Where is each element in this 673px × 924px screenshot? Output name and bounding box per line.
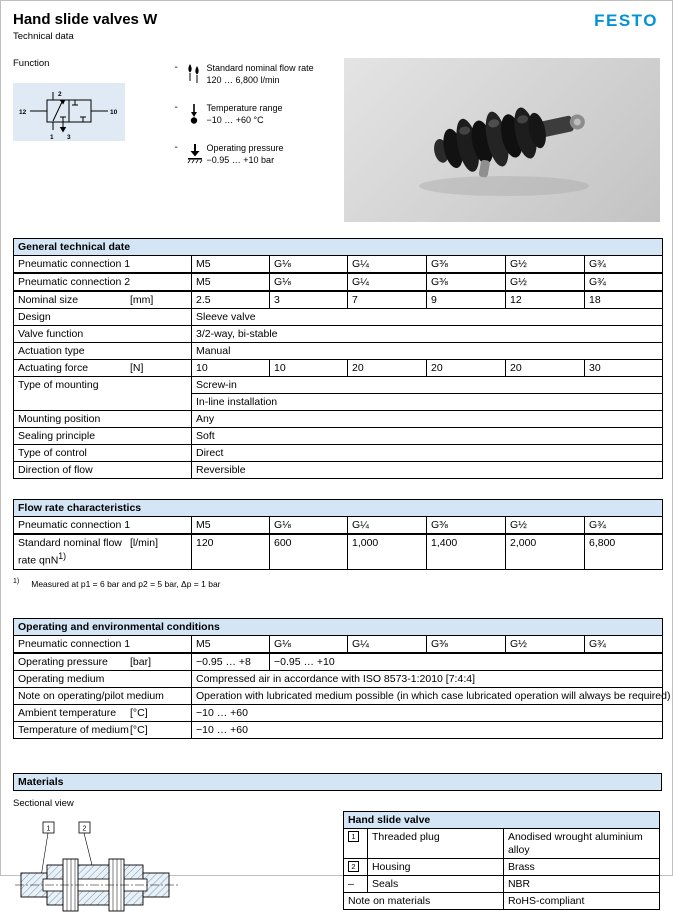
unit-label: [°C] [130,706,148,719]
feature-title: Operating pressure [206,143,284,153]
part-number: 1 [343,829,367,859]
materials-section [13,798,660,924]
connection-size: G½ [506,636,585,654]
table-row [14,445,663,462]
connection-size: M5 [192,636,270,654]
table-row [14,411,663,428]
table-row [14,343,663,360]
page-subtitle: Technical data [13,31,74,42]
table-row [14,360,663,377]
table-header-row [14,256,663,274]
cell-value: Soft [192,428,663,445]
connection-size: G¾ [585,256,663,274]
row-label: Pneumatic connection 1 [14,256,192,274]
row-label: Design [14,309,192,326]
cell-value: RoHS-compliant [503,893,659,910]
footnote-ref: 1) [58,550,67,561]
cell-value: 20 [506,360,585,377]
cell-value: 120 [192,534,270,569]
table-title-row [14,239,663,256]
part-material: Brass [503,859,659,876]
sectional-view-block [13,798,343,924]
unit-label: [°C] [130,723,148,736]
connection-size: G⅛ [270,256,348,274]
table-title-row [14,500,663,517]
table-row [343,876,659,893]
feature-text [207,62,314,86]
cell-value: G¾ [585,273,663,291]
table-title: Operating and environmental conditions [14,619,663,636]
table-row [14,671,663,688]
function-left [13,58,175,224]
table-row [14,428,663,445]
table-header-row [14,517,663,535]
dash: - [174,102,178,113]
row-label: Pneumatic connection 2 [14,273,192,291]
cell-value: Sleeve valve [192,309,663,326]
port-2-label: 2 [58,91,62,98]
feature-text [207,102,283,126]
unit-label: [l/min] [130,536,159,549]
pneumatic-symbol-box [13,83,125,141]
part-name: Housing [367,859,503,876]
cell-value: −0.95 … +8 [192,653,270,671]
dash: - [174,62,178,73]
port-1-label: 1 [50,134,54,141]
cell-value: −10 … +60 [192,705,663,722]
part-name: Seals [367,876,503,893]
cell-value: G¼ [348,273,427,291]
page-title: Hand slide valves W [13,11,158,28]
hand-slide-valve-image [344,58,660,222]
row-label: Pneumatic connection 1 [14,636,192,654]
cell-value: Screw-in [192,377,663,394]
temperature-icon [185,102,207,131]
table-row [14,688,663,705]
cell-value: 10 [270,360,348,377]
operating-conditions-table [13,618,671,739]
cell-value: 30 [585,360,663,377]
cell-value: G⅜ [427,273,506,291]
row-label: Actuating force [N] [14,360,192,377]
connection-size: M5 [192,256,270,274]
row-label: Valve function [14,326,192,343]
table-row [14,273,663,291]
row-label: Note on operating/pilot medium [14,688,192,705]
table-row [343,893,659,910]
feature-flow-rate [175,62,344,91]
connection-size: G½ [506,256,585,274]
table-title-row [343,812,659,829]
connection-size: G⅜ [427,636,506,654]
table-row [14,653,663,671]
flow-rate-icon [185,62,207,91]
connection-size: G¼ [348,517,427,535]
table-row [14,722,663,739]
feature-value: −10 … +60 °C [206,115,264,125]
table-row [14,705,663,722]
row-label: Type of mounting [14,377,192,411]
cell-value: In-line installation [192,394,663,411]
cell-value: 20 [348,360,427,377]
table-row [14,309,663,326]
festo-logo: FESTO [594,11,658,30]
cell-value: 12 [506,291,585,309]
row-label: Sealing principle [14,428,192,445]
cell-value: 2,000 [506,534,585,569]
cell-value: −10 … +60 [192,722,663,739]
part-number: – [343,876,367,893]
flow-rate-table [13,499,663,570]
table-row [343,859,659,876]
row-label: Nominal size [mm] [14,291,192,309]
row-label: Temperature of medium [°C] [14,722,192,739]
row-label: Operating pressure [bar] [14,653,192,671]
operating-pressure-icon [185,142,207,169]
cell-value: 3/2-way, bi-stable [192,326,663,343]
cell-value: M5 [192,273,270,291]
feature-text [207,142,284,166]
cell-value: 9 [427,291,506,309]
connection-size: M5 [192,517,270,535]
connection-size: G¼ [348,636,427,654]
table-title: Hand slide valve [343,812,659,829]
page-header [13,11,660,42]
cell-value: 10 [192,360,270,377]
row-label: Pneumatic connection 1 [14,517,192,535]
connection-size: G⅜ [427,517,506,535]
cell-value: 7 [348,291,427,309]
connection-size: G⅜ [427,256,506,274]
row-label: Direction of flow [14,462,192,479]
cell-value: −0.95 … +10 [270,653,663,671]
port-10-label: 10 [110,109,118,116]
feature-value: 120 … 6,800 l/min [206,75,280,85]
feature-title: Temperature range [206,103,283,113]
table-row [14,326,663,343]
cell-value: Direct [192,445,663,462]
table-row [343,829,659,859]
valve-circuit-symbol [17,84,121,140]
cell-value: 1,400 [427,534,506,569]
cell-value: G½ [506,273,585,291]
cell-value: 6,800 [585,534,663,569]
cell-value: 3 [270,291,348,309]
part-material: NBR [503,876,659,893]
port-12-label: 12 [19,109,27,116]
materials-section-title: Materials [13,773,662,791]
table-title: General technical date [14,239,663,256]
row-label: Actuation type [14,343,192,360]
footnote [13,578,660,589]
dash: - [174,142,178,153]
footnote-marker: 1) [13,577,20,585]
sectional-view-label: Sectional view [13,798,74,810]
cell-value: 1,000 [348,534,427,569]
cell-value: Reversible [192,462,663,479]
connection-size: G½ [506,517,585,535]
part-name: Threaded plug [367,829,503,859]
row-label: Note on materials [343,893,503,910]
callout-2: 2 [82,825,87,833]
product-photo [344,58,660,222]
unit-label: [mm] [130,293,154,306]
part-number: 2 [343,859,367,876]
feature-value: −0.95 … +10 bar [206,155,275,165]
title-block [13,11,157,42]
cell-value: 2.5 [192,291,270,309]
feature-list [175,58,344,224]
row-label: Operating medium [14,671,192,688]
cell-value: Any [192,411,663,428]
feature-pressure [175,142,344,169]
function-section [13,58,660,224]
table-title-row [14,619,663,636]
cell-value: G⅛ [270,273,348,291]
port-3-label: 3 [67,134,71,141]
sectional-view-drawing [13,819,183,919]
cell-value: Compressed air in accordance with ISO 8573-1:2010 [7:4:4] [192,671,663,688]
materials-table [343,811,660,910]
cell-value: Manual [192,343,663,360]
table-row [14,534,663,569]
function-label: Function [13,58,50,69]
table-row [14,291,663,309]
table-header-row [14,636,663,654]
table-row [14,377,663,394]
connection-size: G¾ [585,517,663,535]
table-title: Flow rate characteristics [14,500,663,517]
feature-temperature [175,102,344,131]
connection-size: G⅛ [270,636,348,654]
cell-value: 20 [427,360,506,377]
footnote-text: Measured at p1 = 6 bar and p2 = 5 bar, Δp = 1 bar [31,578,221,589]
cell-value: 18 [585,291,663,309]
unit-label: [bar] [130,655,152,668]
row-label: Ambient temperature [°C] [14,705,192,722]
connection-size: G⅛ [270,517,348,535]
callout-1: 1 [46,825,51,833]
cell-value: Operation with lubricated medium possible (in which case lubricated operation will always be required) [192,688,663,705]
row-label: Standard nominal flow rate qnN$^{1)}$ [l/min] [14,534,192,569]
connection-size: G¼ [348,256,427,274]
feature-title: Standard nominal flow rate [206,63,314,73]
table-row [14,462,663,479]
row-label: Mounting position [14,411,192,428]
cell-value: 600 [270,534,348,569]
connection-size: G¾ [585,636,663,654]
unit-label: [N] [130,361,144,374]
row-label: Type of control [14,445,192,462]
general-technical-data-table [13,238,663,479]
part-material: Anodised wrought aluminium alloy [503,829,659,859]
